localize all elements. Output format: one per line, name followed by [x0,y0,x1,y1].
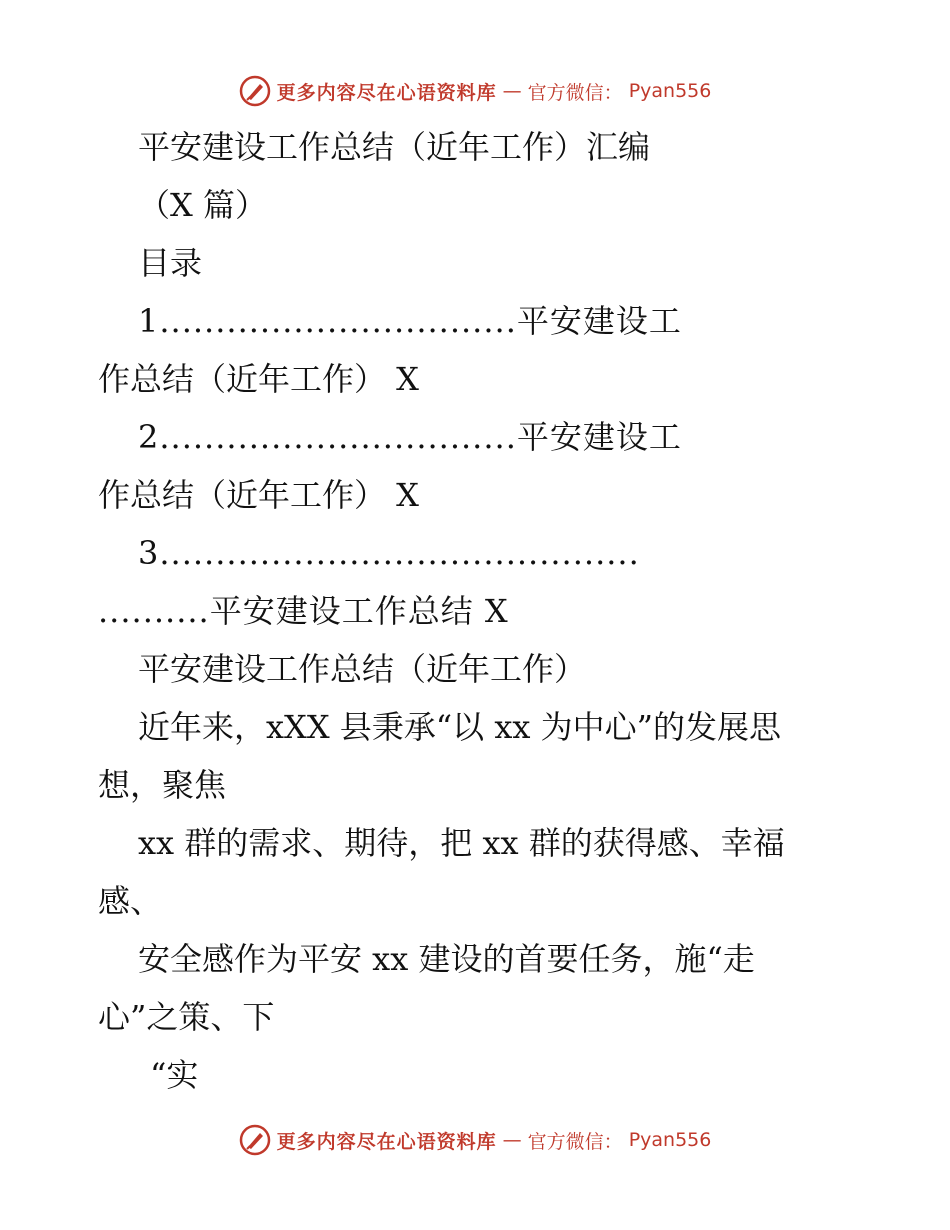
paragraph-3-line2: 心”之策、下 [98,998,275,1036]
toc-entry-2-line2: 作总结（近年工作） X [98,476,419,514]
quill-pen-icon [239,75,271,107]
watermark-label: 官方微信： [527,81,623,104]
paragraph-tail: “实 [150,1056,199,1094]
toc-entry-1-line1: 1................................平安建设工 [138,302,682,340]
document-title: 平安建设工作总结（近年工作）汇编 [138,128,651,166]
watermark-brand: 更多内容尽在心语资料库 [276,81,497,104]
paragraph-3-line1: 安全感作为平安 xx 建设的首要任务，施“走 [138,940,755,978]
watermark-handle: Pyan556 [628,1129,712,1151]
quill-pen-icon [239,1124,271,1156]
paragraph-1-line1: 近年来，xXX 县秉承“以 xx 为中心”的发展思 [138,708,781,746]
toc-entry-3-line1: 3........................................... [138,534,640,572]
document-subtitle: （X 篇） [138,186,267,224]
watermark-label: 官方微信： [527,1130,623,1153]
paragraph-2-line1: xx 群的需求、期待，把 xx 群的获得感、幸福 [138,824,785,862]
section-title: 平安建设工作总结（近年工作） [138,650,587,688]
watermark-separator: — [502,1129,522,1151]
toc-entry-1-line2: 作总结（近年工作） X [98,360,419,398]
toc-heading: 目录 [138,244,203,282]
paragraph-2-line2: 感、 [98,882,163,920]
watermark-top [0,71,950,111]
watermark-brand: 更多内容尽在心语资料库 [276,1130,497,1153]
watermark-handle: Pyan556 [628,80,712,102]
watermark-separator: — [502,80,522,102]
document-body [98,118,858,1104]
toc-entry-3-line2: ..........平安建设工作总结 X [98,592,509,630]
toc-entry-2-line1: 2................................平安建设工 [138,418,682,456]
paragraph-1-line2: 想，聚焦 [98,766,227,804]
watermark-bottom [0,1120,950,1160]
